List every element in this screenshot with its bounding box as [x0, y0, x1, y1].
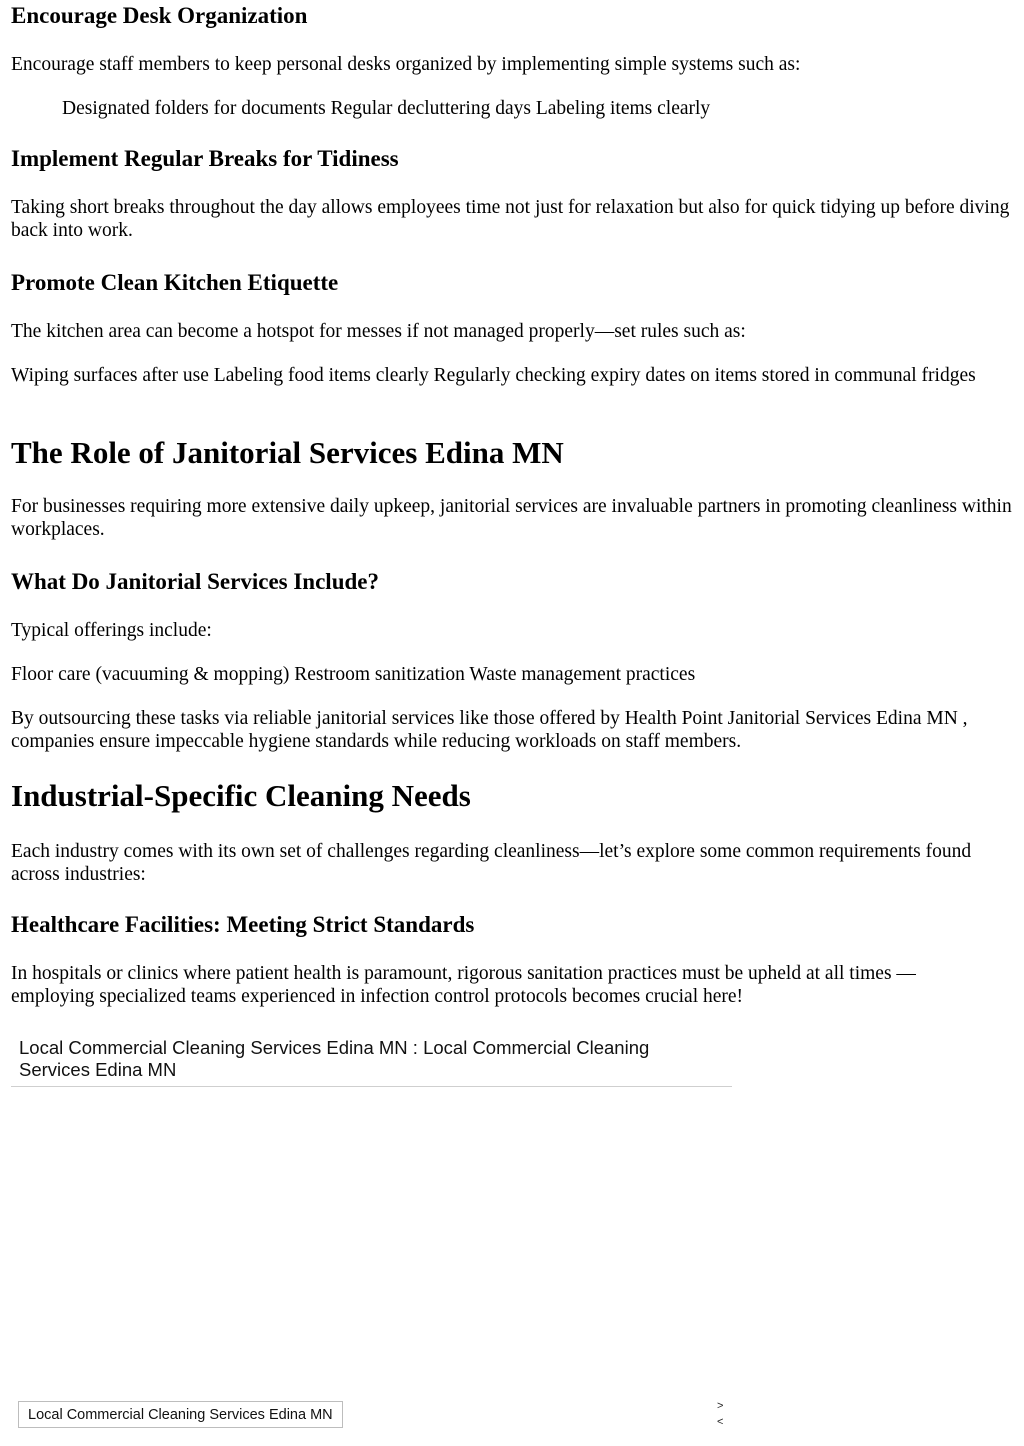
include-intro-text: Typical offerings include:	[11, 620, 212, 641]
heading-healthcare: Healthcare Facilities: Meeting Strict Standards	[11, 912, 475, 937]
janitorial-body-text: For businesses requiring more extensive daily upkeep, janitorial services are invaluable partners in promoting cleanliness within workplaces.	[11, 496, 1012, 540]
prev-arrow-icon[interactable]: <	[717, 1416, 724, 1428]
healthcare-body-text: In hospitals or clinics where patient health is paramount, rigorous sanitation practices must be upheld at all times — employing specialized teams experienced in infection control protocols becomes crucial here!	[11, 963, 916, 1007]
kitchen-list-text: Wiping surfaces after use Labeling food items clearly Regularly checking expiry dates on items stored in communal fridges	[11, 365, 976, 386]
kitchen-intro-text: The kitchen area can become a hotspot for messes if not managed properly—set rules such as:	[11, 321, 746, 342]
heading-regular-breaks: Implement Regular Breaks for Tidiness	[11, 146, 399, 171]
heading-services-include: What Do Janitorial Services Include?	[11, 569, 379, 594]
next-arrow-icon[interactable]: >	[717, 1400, 724, 1412]
footer-link-button[interactable]: Local Commercial Cleaning Services Edina MN	[18, 1401, 343, 1428]
embedded-link-title[interactable]: Local Commercial Cleaning Services Edina MN : Local Commercial Cleaning Services Edina MN	[19, 1037, 650, 1080]
desk-list-text: Designated folders for documents Regular decluttering days Labeling items clearly	[62, 98, 711, 119]
include-body-text: By outsourcing these tasks via reliable janitorial services like those offered by Health Point Janitorial Services Edina MN , companies ensure impeccable hygiene standards while reducing workloads on staff members.	[11, 708, 968, 752]
heading-desk-organization: Encourage Desk Organization	[11, 3, 308, 28]
breaks-body-text: Taking short breaks throughout the day allows employees time not just for relaxation but also for quick tidying up before diving back into work.	[11, 197, 1010, 241]
heading-janitorial-role: The Role of Janitorial Services Edina MN	[11, 435, 564, 470]
industrial-body-text: Each industry comes with its own set of challenges regarding cleanliness—let’s explore some common requirements found across industries:	[11, 841, 972, 885]
include-list-text: Floor care (vacuuming & mopping) Restroom sanitization Waste management practices	[11, 664, 696, 685]
embedded-link-card[interactable]	[11, 1036, 732, 1087]
heading-industrial-needs: Industrial-Specific Cleaning Needs	[11, 778, 471, 813]
desk-intro-text: Encourage staff members to keep personal desks organized by implementing simple systems such as:	[11, 54, 801, 75]
heading-kitchen-etiquette: Promote Clean Kitchen Etiquette	[11, 270, 339, 295]
